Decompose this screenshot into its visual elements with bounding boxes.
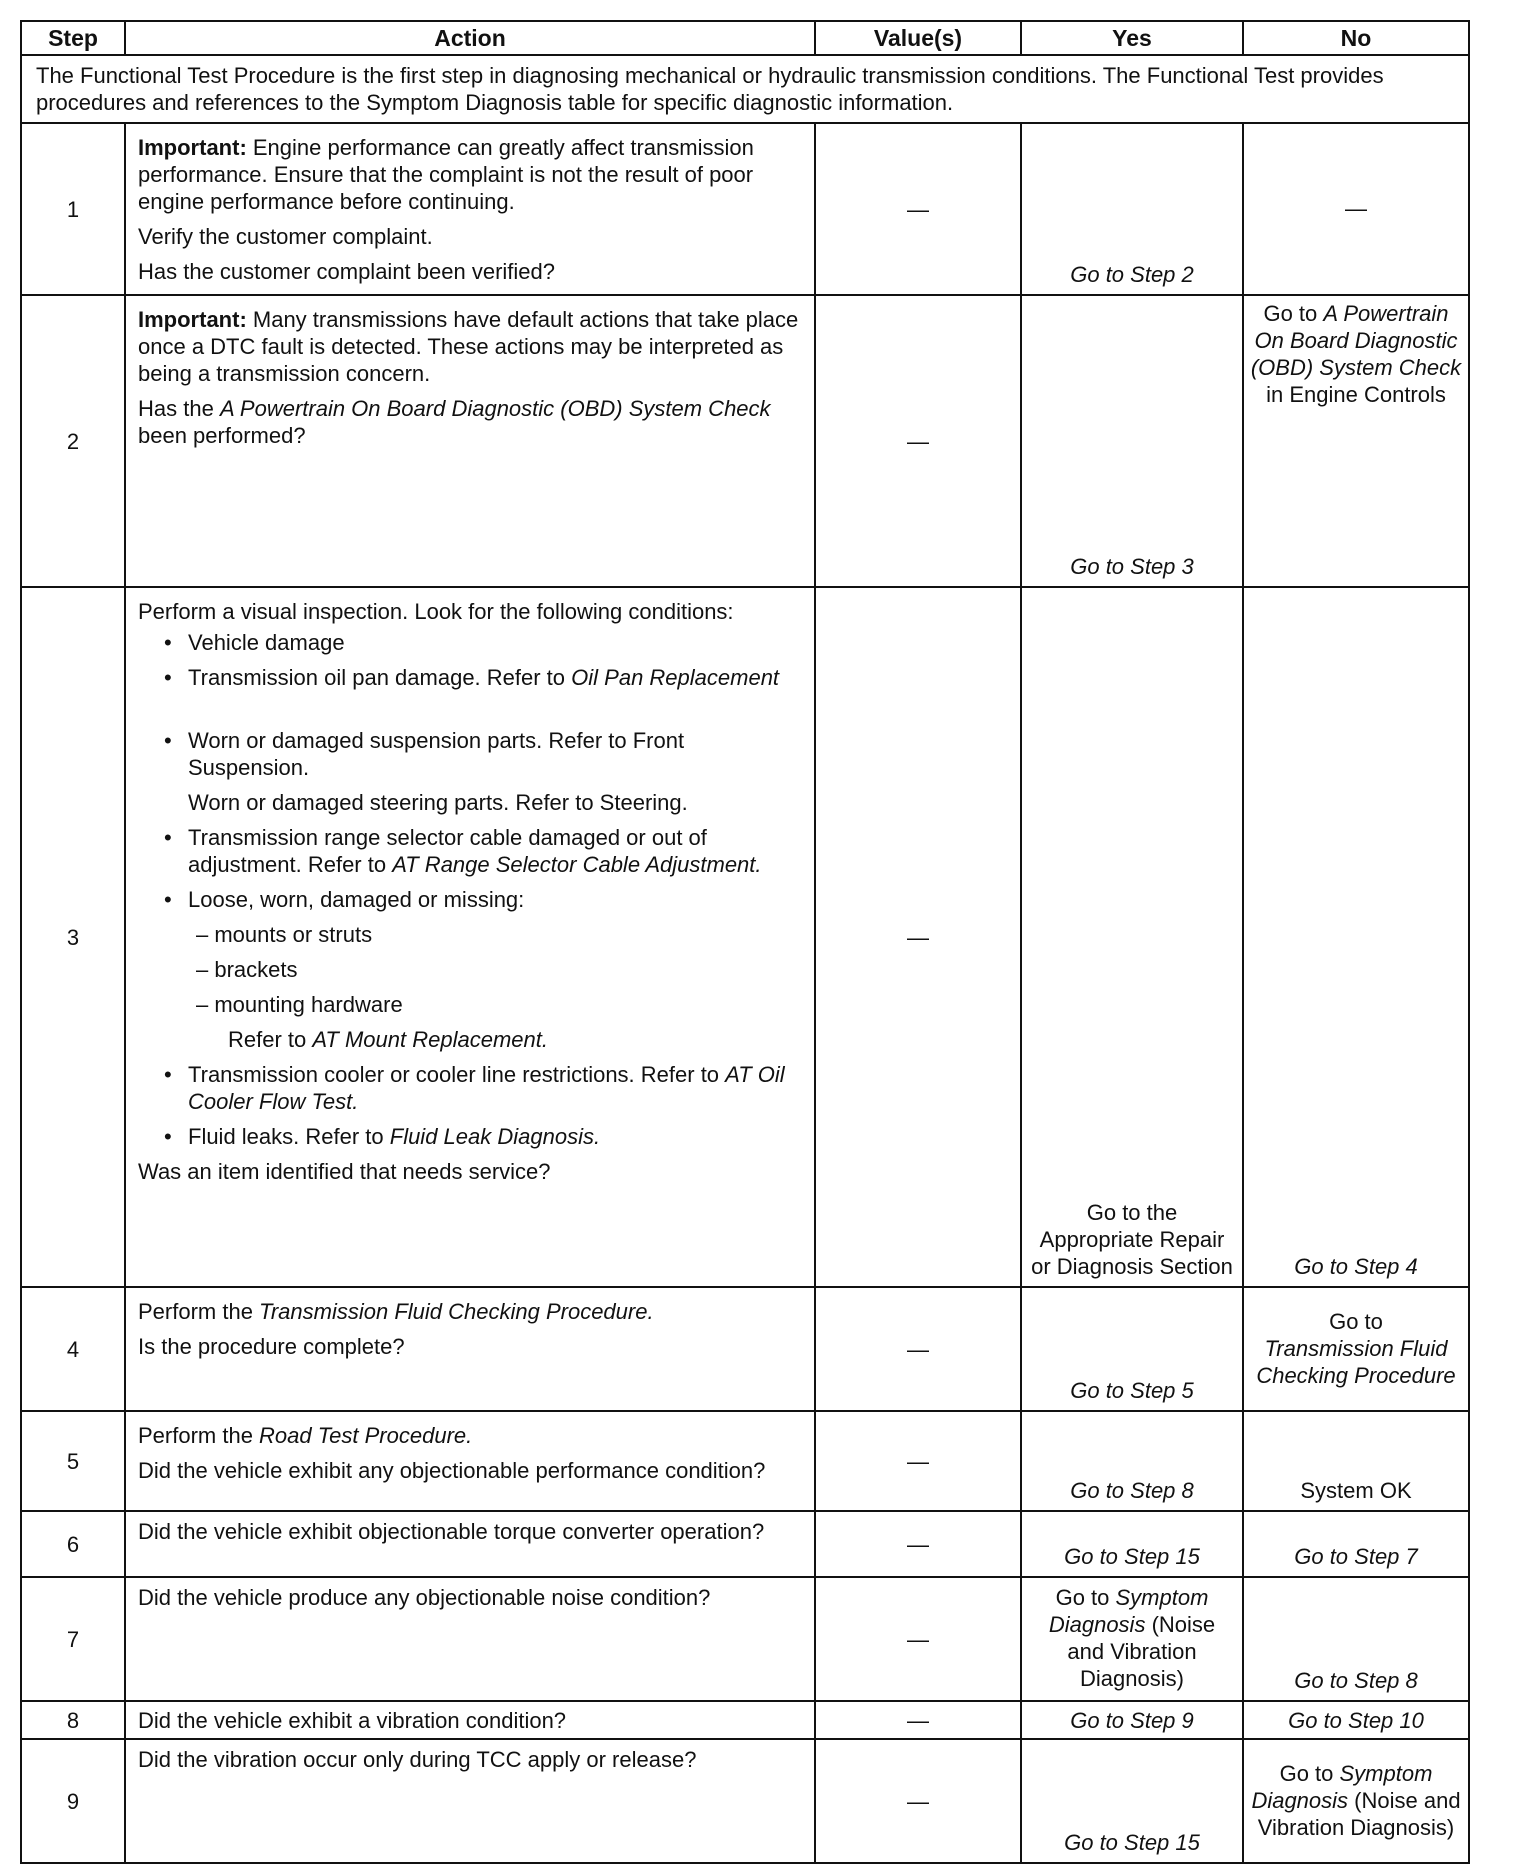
- yes-link[interactable]: Go to Step 2: [1070, 262, 1194, 287]
- value-cell: —: [815, 1701, 1021, 1739]
- important-label: Important:: [138, 307, 247, 332]
- action-cell: [125, 1511, 815, 1577]
- oil-pan-link[interactable]: Oil Pan Replacement: [571, 665, 780, 690]
- yes-cell: [1021, 1511, 1243, 1577]
- value-cell: —: [815, 1411, 1021, 1511]
- action-question: Is the procedure complete?: [138, 1334, 405, 1359]
- intro-row: [21, 55, 1469, 123]
- header-step: Step: [21, 21, 125, 55]
- item-text: Fluid leaks. Refer to: [188, 1124, 390, 1149]
- action-question: Did the vehicle produce any objectionable noise condition?: [138, 1585, 711, 1610]
- obd-check-link[interactable]: A Powertrain On Board Diagnostic (OBD) System Check: [1250, 301, 1462, 380]
- item-text: Perform the: [138, 1423, 260, 1448]
- table-row: [21, 1577, 1469, 1701]
- item-text: Transmission cooler or cooler line restrictions. Refer to: [188, 1062, 726, 1087]
- yes-link[interactable]: Go to Step 15: [1064, 1830, 1200, 1855]
- step-number: 8: [21, 1701, 125, 1739]
- cooler-flow-link[interactable]: AT Oil Cooler Flow Test.: [188, 1062, 785, 1114]
- sub-item: [138, 1026, 802, 1053]
- value-cell: —: [815, 1739, 1021, 1863]
- inspection-list: [138, 824, 802, 913]
- question-text: been performed?: [138, 423, 306, 448]
- table-row: [21, 295, 1469, 587]
- action-cell: [125, 1411, 815, 1511]
- header-action: Action: [125, 21, 815, 55]
- no-cell: [1243, 295, 1469, 587]
- yes-link[interactable]: Go to Step 8: [1070, 1478, 1194, 1503]
- yes-cell: [1021, 123, 1243, 295]
- important-label: Important:: [138, 135, 247, 160]
- value-cell: —: [815, 1577, 1021, 1701]
- value-cell: —: [815, 1287, 1021, 1411]
- functional-test-page: [20, 20, 1468, 1864]
- table-row: [21, 1739, 1469, 1863]
- action-question: Did the vehicle exhibit objectionable torque converter operation?: [138, 1519, 765, 1544]
- important-note: [138, 306, 802, 387]
- important-note: [138, 134, 802, 215]
- no-cell: —: [1243, 123, 1469, 295]
- value-cell: —: [815, 295, 1021, 587]
- action-line: [138, 1422, 802, 1449]
- road-test-link[interactable]: Road Test Procedure.: [259, 1423, 473, 1448]
- no-text: in Engine Controls: [1266, 382, 1446, 407]
- no-link[interactable]: Go to Step 4: [1294, 1254, 1418, 1279]
- step-number: 5: [21, 1411, 125, 1511]
- table-row: [21, 1287, 1469, 1411]
- list-item: [188, 1123, 802, 1150]
- yes-cell: [1021, 1701, 1243, 1739]
- no-link[interactable]: Go to Step 10: [1288, 1707, 1424, 1733]
- no-cell: System OK: [1243, 1411, 1469, 1511]
- fluid-check-link[interactable]: Transmission Fluid Checking Procedure.: [259, 1299, 654, 1324]
- action-question: Has the customer complaint been verified?: [138, 259, 555, 284]
- header-row: [21, 21, 1469, 55]
- item-text: Transmission oil pan damage. Refer to: [188, 665, 572, 690]
- step-number: 2: [21, 295, 125, 587]
- no-text: Go to: [1329, 1308, 1383, 1334]
- item-text: Transmission range selector cable damaged or out of adjustment. Refer to: [188, 825, 707, 877]
- inspection-list: [138, 1061, 802, 1150]
- no-cell: [1243, 587, 1469, 1287]
- step-number: 6: [21, 1511, 125, 1577]
- sub-item: – mounts or struts: [196, 922, 373, 947]
- header-no: No: [1243, 21, 1469, 55]
- fluid-leak-link[interactable]: Fluid Leak Diagnosis.: [389, 1124, 601, 1149]
- no-link[interactable]: Go to Step 7: [1294, 1544, 1418, 1569]
- functional-test-table: [20, 20, 1470, 1864]
- step-number: 4: [21, 1287, 125, 1411]
- fluid-check-link[interactable]: Transmission Fluid Checking Procedure: [1256, 1335, 1456, 1388]
- action-question: Did the vibration occur only during TCC apply or release?: [138, 1747, 697, 1772]
- obd-check-link[interactable]: A Powertrain On Board Diagnostic (OBD) System Check: [219, 396, 771, 421]
- no-text: Go to: [1263, 301, 1324, 326]
- intro-text: The Functional Test Procedure is the first step in diagnosing mechanical or hydraulic transmission conditions. The Functional Test provides procedures and references to the Symptom Diagnosis table for specific diagnostic information.: [21, 55, 1469, 123]
- value-cell: —: [815, 587, 1021, 1287]
- yes-link[interactable]: Go to Step 3: [1070, 554, 1194, 579]
- step-number: 7: [21, 1577, 125, 1701]
- table-row: [21, 1411, 1469, 1511]
- no-cell: [1243, 1739, 1469, 1863]
- no-text: Go to: [1279, 1760, 1340, 1786]
- table-row: [21, 1701, 1469, 1739]
- action-cell: [125, 587, 815, 1287]
- yes-link[interactable]: Go to Step 5: [1070, 1378, 1194, 1403]
- yes-link[interactable]: Go to Step 15: [1064, 1544, 1200, 1569]
- action-question: Was an item identified that needs service?: [138, 1159, 551, 1184]
- no-cell: [1243, 1701, 1469, 1739]
- step-number: 1: [21, 123, 125, 295]
- table-row: [21, 587, 1469, 1287]
- action-line: Perform a visual inspection. Look for the following conditions:: [138, 599, 734, 624]
- action-line: Worn or damaged steering parts. Refer to Steering.: [188, 790, 688, 815]
- yes-text: (Noise and Vibration Diagnosis): [1067, 1612, 1216, 1691]
- list-item: • Worn or damaged suspension parts. Refer to Front Suspension.: [188, 727, 802, 781]
- yes-cell: [1021, 1411, 1243, 1511]
- yes-cell: [1021, 1577, 1243, 1701]
- symptom-diagnosis-link[interactable]: Symptom Diagnosis: [1251, 1760, 1433, 1813]
- table-row: [21, 1511, 1469, 1577]
- step-number: 9: [21, 1739, 125, 1863]
- action-cell: [125, 123, 815, 295]
- table-row: [21, 123, 1469, 295]
- item-text: Refer to: [228, 1027, 313, 1052]
- symptom-diagnosis-link[interactable]: Symptom Diagnosis: [1048, 1585, 1209, 1637]
- inspection-list: [138, 629, 802, 781]
- sub-item: – brackets: [196, 957, 298, 982]
- list-item: [188, 1061, 802, 1115]
- action-line: [138, 1298, 802, 1325]
- range-selector-link[interactable]: AT Range Selector Cable Adjustment.: [392, 852, 762, 877]
- yes-cell: [1021, 1287, 1243, 1411]
- action-question: Did the vehicle exhibit a vibration condition?: [138, 1707, 567, 1733]
- sub-item: – mounting hardware: [196, 992, 403, 1017]
- important-text: Many transmissions have default actions that take place once a DTC fault is detected. These actions may be interpreted as being a transmission concern.: [138, 307, 799, 386]
- step-number: 3: [21, 587, 125, 1287]
- action-cell: [125, 295, 815, 587]
- header-yes: Yes: [1021, 21, 1243, 55]
- action-question: Did the vehicle exhibit any objectionable performance condition?: [138, 1458, 766, 1483]
- list-item: • Loose, worn, damaged or missing:: [188, 886, 802, 913]
- action-cell: [125, 1577, 815, 1701]
- yes-cell: [1021, 1739, 1243, 1863]
- action-line: Verify the customer complaint.: [138, 224, 433, 249]
- no-link[interactable]: Go to Step 8: [1294, 1668, 1418, 1693]
- yes-cell: [1021, 295, 1243, 587]
- no-cell: [1243, 1287, 1469, 1411]
- yes-link[interactable]: Go to Step 9: [1070, 1707, 1194, 1733]
- list-item: [188, 664, 802, 691]
- value-cell: —: [815, 123, 1021, 295]
- action-cell: [125, 1701, 815, 1739]
- no-cell: [1243, 1577, 1469, 1701]
- yes-text: Go to: [1055, 1585, 1116, 1610]
- list-item: • Vehicle damage: [188, 629, 802, 656]
- important-text: Engine performance can greatly affect transmission performance. Ensure that the complaint is not the result of poor engine performance before continuing.: [138, 135, 754, 214]
- question-text: Has the: [138, 396, 220, 421]
- yes-cell[interactable]: Go to the Appropriate Repair or Diagnosis Section: [1021, 587, 1243, 1287]
- no-cell: [1243, 1511, 1469, 1577]
- list-item: [188, 824, 802, 878]
- item-text: Perform the: [138, 1299, 260, 1324]
- no-text: (Noise and Vibration Diagnosis): [1257, 1787, 1461, 1840]
- action-cell: [125, 1287, 815, 1411]
- mount-replacement-link[interactable]: AT Mount Replacement.: [312, 1027, 548, 1052]
- value-cell: —: [815, 1511, 1021, 1577]
- action-question: [138, 395, 802, 449]
- action-cell: [125, 1739, 815, 1863]
- header-values: Value(s): [815, 21, 1021, 55]
